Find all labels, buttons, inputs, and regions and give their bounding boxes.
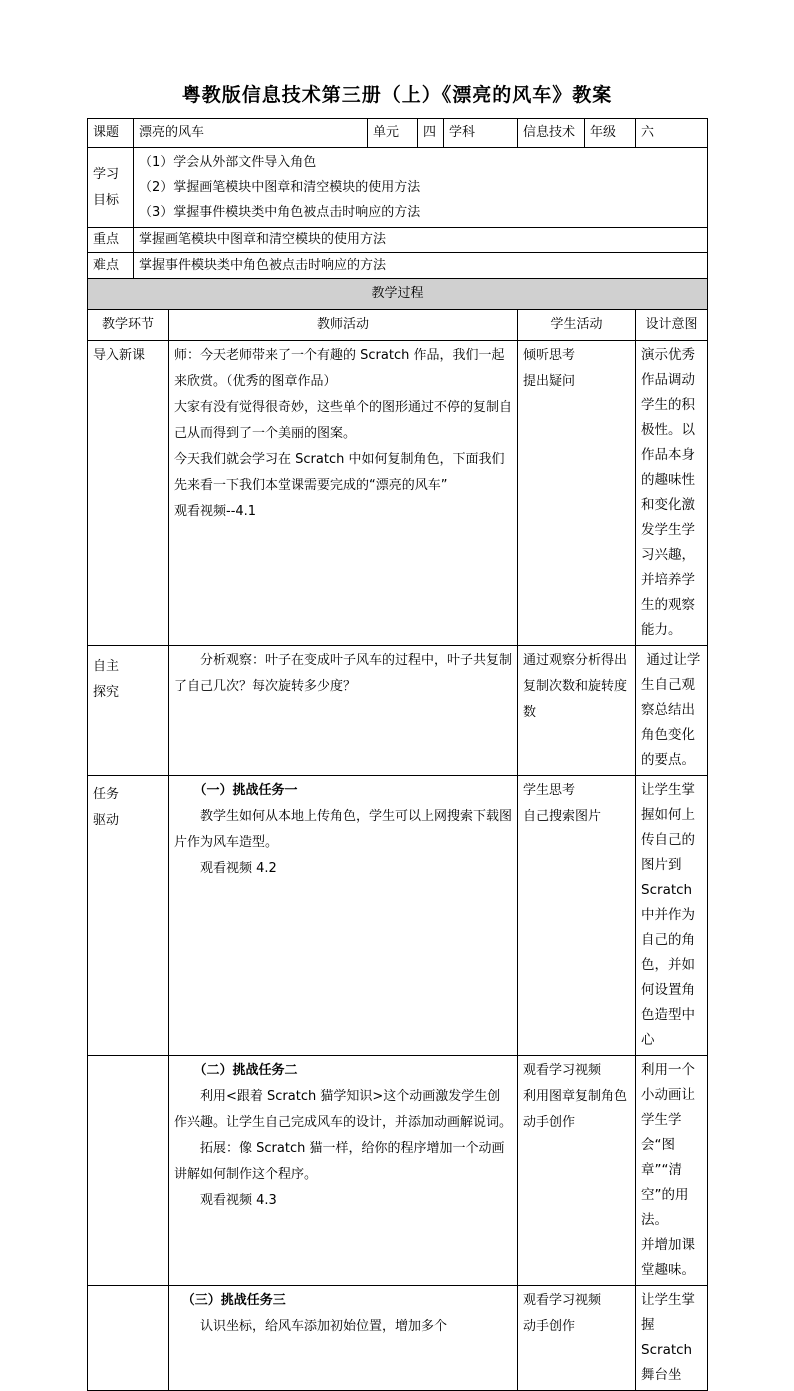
col-header-student: 学生活动: [518, 310, 636, 341]
student-line: 动手创作: [523, 1319, 576, 1334]
process-header: 教学过程: [88, 279, 708, 310]
process-header-row: [88, 279, 708, 310]
table-row: [88, 776, 708, 1056]
difficulty-label: 难点: [88, 253, 134, 279]
grade-label: 年级: [585, 119, 636, 148]
design-intent: [636, 646, 708, 776]
unit-value: 四: [418, 119, 444, 148]
intent-text: 让学生掌握 Scratch 舞台坐: [641, 1292, 696, 1383]
student-line: 观看学习视频: [523, 1293, 602, 1308]
grade-value: 六: [636, 119, 708, 148]
info-row: [88, 119, 708, 148]
stage-text: 自主: [93, 659, 120, 674]
objectives-row: [88, 148, 708, 228]
teacher-activity: [169, 1286, 518, 1391]
teacher-paragraph: 观看视频--4.1: [174, 504, 257, 519]
student-line: 提出疑问: [523, 374, 576, 389]
document-title: 粤教版信息技术第三册（上）《漂亮的风车》教案: [181, 84, 613, 106]
stage-cell: [88, 776, 169, 1056]
stage-text: 探究: [93, 685, 120, 700]
objectives-list: [134, 148, 708, 228]
teacher-paragraph: 利用<跟着 Scratch 猫学知识>这个动画激发学生创作兴趣。让学生自己完成风车的设计，并添加动画解说词。: [174, 1089, 513, 1130]
intent-text: 利用一个小动画让学生学会“图章”“清空”的用法。: [641, 1062, 696, 1228]
design-intent: [636, 1286, 708, 1391]
key-point-label: 重点: [88, 228, 134, 253]
student-activity: [518, 1056, 636, 1286]
teacher-paragraph: 拓展：像 Scratch 猫一样，给你的程序增加一个动画讲解如何制作这个程序。: [174, 1141, 505, 1182]
objective-item: （1）学会从外部文件导入角色: [139, 155, 317, 170]
unit-label: 单元: [368, 119, 418, 148]
teacher-paragraph: 观看视频 4.3: [200, 1193, 277, 1208]
key-point-value: 掌握画笔模块中图章和清空模块的使用方法: [134, 228, 708, 253]
col-header-teacher: 教师活动: [169, 310, 518, 341]
objective-item: （3）掌握事件模块类中角色被点击时响应的方法: [139, 205, 421, 220]
subject-label: 课题: [88, 119, 134, 148]
teacher-activity: [169, 1056, 518, 1286]
discipline-label: 学科: [444, 119, 518, 148]
table-row: [88, 646, 708, 776]
student-line: 学生思考: [523, 783, 576, 798]
objectives-label-line: 学习: [93, 166, 120, 182]
task-title: （二）挑战任务二: [193, 1063, 298, 1078]
stage-cell: [88, 1056, 169, 1286]
intent-text: 通过让学生自己观察总结出角色变化的要点。: [641, 652, 701, 768]
discipline-value: 信息技术: [518, 119, 585, 148]
intent-text: 演示优秀作品调动学生的积极性。以作品本身的趣味性和变化激发学生学习兴趣，并培养学生的观察能力。: [641, 347, 696, 638]
table-row: [88, 1056, 708, 1286]
teacher-paragraph: 教学生如何从本地上传角色，学生可以上网搜索下载图片作为风车造型。: [174, 809, 513, 850]
student-activity: [518, 1286, 636, 1391]
col-header-intent: 设计意图: [636, 310, 708, 341]
table-row: [88, 341, 708, 646]
design-intent: [636, 1056, 708, 1286]
student-line: 动手创作: [523, 1115, 576, 1130]
col-header-stage: 教学环节: [88, 310, 169, 341]
teacher-activity: [169, 776, 518, 1056]
teacher-activity: [169, 341, 518, 646]
stage-cell: [88, 646, 169, 776]
teacher-paragraph: 认识坐标，给风车添加初始位置，增加多个: [200, 1319, 448, 1334]
column-header-row: [88, 310, 708, 341]
stage-text: 导入新课: [93, 348, 146, 363]
task-title: （三）挑战任务三: [181, 1293, 286, 1308]
student-line: 利用图章复制角色: [523, 1089, 628, 1104]
key-point-row: [88, 228, 708, 253]
table-row: [88, 1286, 708, 1391]
stage-text: 任务: [93, 787, 120, 802]
task-title: （一）挑战任务一: [193, 783, 298, 798]
student-activity: [518, 646, 636, 776]
student-activity: [518, 776, 636, 1056]
teacher-paragraph: 大家有没有觉得很奇妙，这些单个的图形通过不停的复制自己从而得到了一个美丽的图案。: [174, 400, 513, 441]
difficulty-row: [88, 253, 708, 279]
teacher-paragraph: 今天我们就会学习在 Scratch 中如何复制角色，下面我们先来看一下我们本堂课需要完成的“漂亮的风车”: [174, 452, 505, 493]
lesson-plan-table: [87, 118, 708, 1391]
student-line: 观看学习视频: [523, 1063, 602, 1078]
design-intent: [636, 776, 708, 1056]
objectives-label: [88, 148, 134, 228]
student-line: 通过观察分析得出复制次数和旋转度数: [523, 653, 628, 720]
objective-item: （2）掌握画笔模块中图章和清空模块的使用方法: [139, 180, 421, 195]
objectives-label-line: 目标: [93, 192, 120, 208]
teacher-paragraph: 观看视频 4.2: [200, 861, 277, 876]
student-activity: [518, 341, 636, 646]
teacher-paragraph: 师：今天老师带来了一个有趣的 Scratch 作品，我们一起来欣赏。（优秀的图章作品）: [174, 348, 505, 389]
teacher-paragraph: 分析观察：叶子在变成叶子风车的过程中，叶子共复制了自己几次？每次旋转多少度？: [174, 653, 513, 694]
student-line: 自己搜索图片: [523, 809, 602, 824]
subject-value: 漂亮的风车: [134, 119, 368, 148]
intent-text: 让学生掌握如何上传自己的图片到 Scratch 中并作为自己的角色，并如何设置角色造型中心: [641, 782, 696, 1048]
stage-cell: [88, 1286, 169, 1391]
design-intent: [636, 341, 708, 646]
stage-text: 驱动: [93, 813, 120, 828]
intent-text: 并增加课堂趣味。: [641, 1237, 696, 1278]
teacher-activity: [169, 646, 518, 776]
stage-cell: [88, 341, 169, 646]
student-line: 倾听思考: [523, 348, 576, 363]
difficulty-value: 掌握事件模块类中角色被点击时响应的方法: [134, 253, 708, 279]
